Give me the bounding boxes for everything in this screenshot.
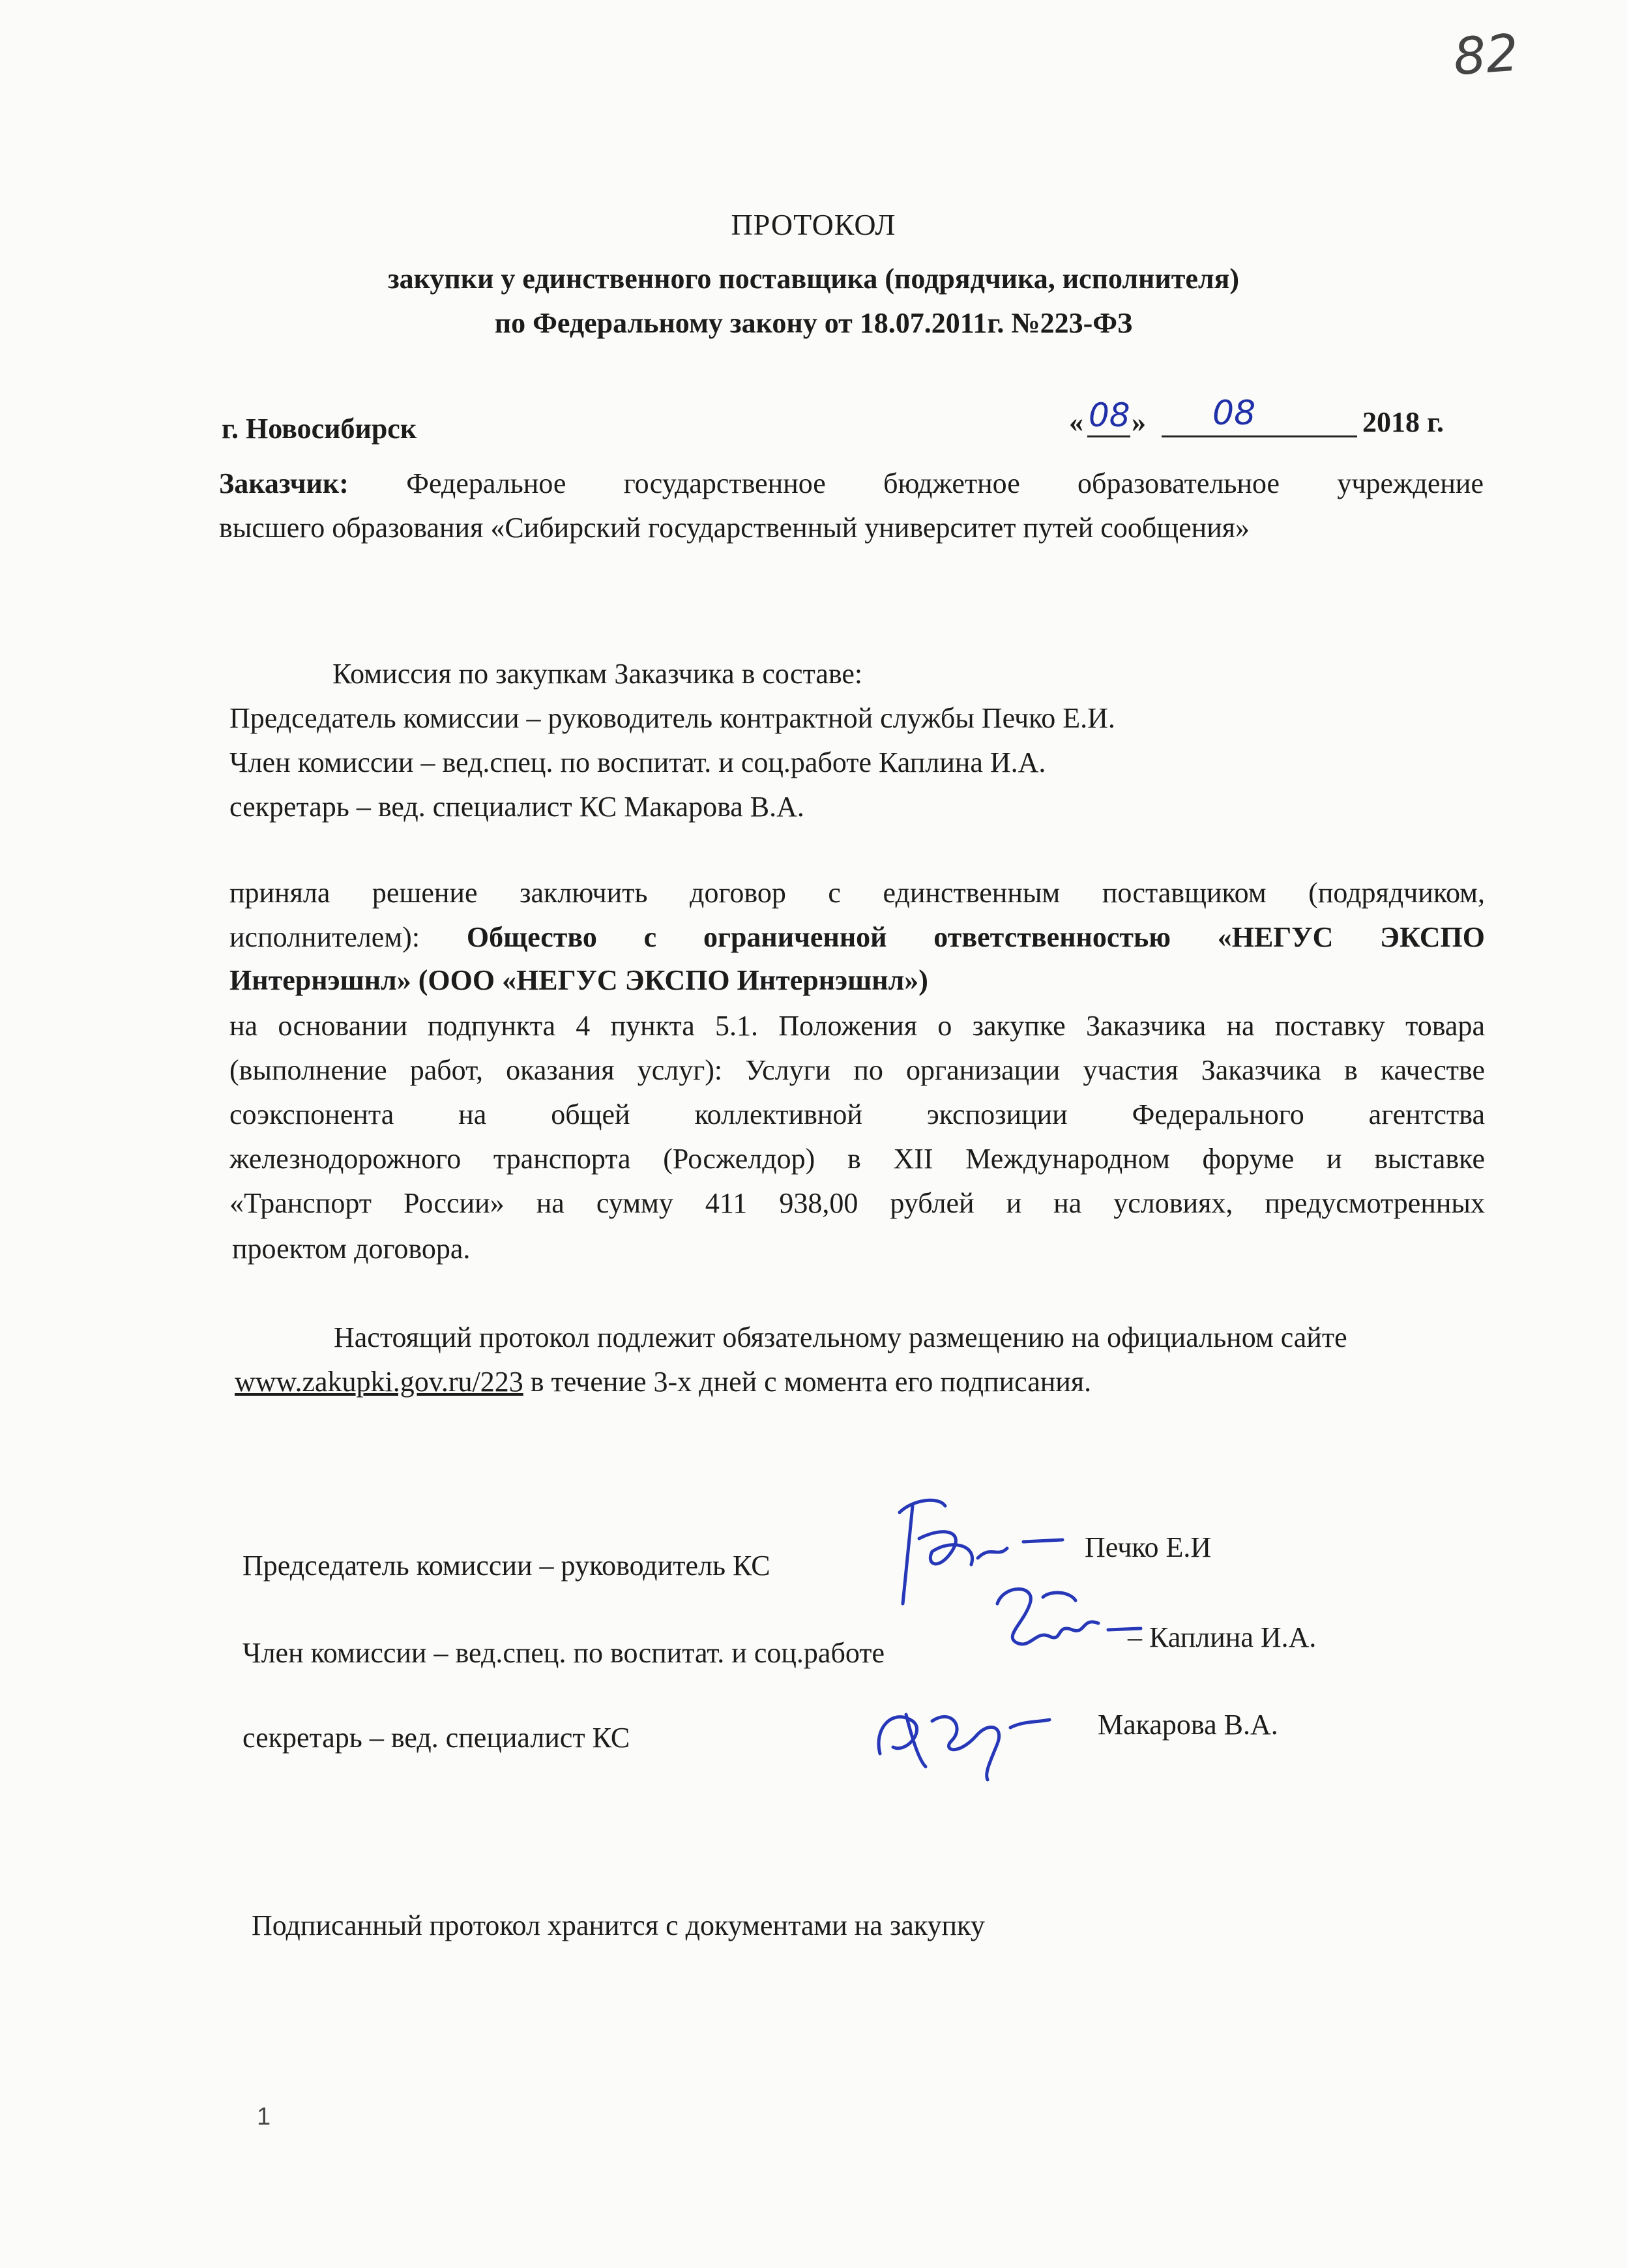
signature-role-chair: Председатель комиссии – руководитель КС — [242, 1550, 770, 1582]
date-close-quote: » — [1132, 406, 1146, 438]
signature-role-secretary: секретарь – вед. специалист КС — [242, 1722, 630, 1754]
decision-basis-line5: «Транспорт России» на сумму 411 938,00 рублей и на условиях, предусмотренных — [229, 1187, 1485, 1219]
date-year: 2018 г. — [1362, 406, 1444, 438]
publication-line2-rest: в течение 3-х дней с момента его подписания. — [523, 1366, 1092, 1398]
customer-line2: высшего образования «Сибирский государственный университет путей сообщения» — [219, 512, 1250, 544]
zakupki-link[interactable]: www.zakupki.gov.ru/223 — [235, 1366, 523, 1398]
decision-supplier-name: Общество с ограниченной ответственностью «НЕГУС ЭКСПО — [466, 921, 1485, 953]
publication-line2 — [235, 1360, 1091, 1404]
date-month-handwritten: 08 — [1212, 394, 1256, 433]
signature-role-member: Член комиссии – вед.спец. по воспитат. и соц.работе — [242, 1637, 885, 1669]
decision-basis-line3: соэкспонента на общей коллективной экспозиции Федерального агентства — [229, 1098, 1485, 1130]
decision-basis-line4: железнодорожного транспорта (Росжелдор) в XII Международном форуме и выставке — [229, 1143, 1485, 1175]
customer-line1 — [219, 462, 1484, 506]
date-day-underline — [1087, 435, 1130, 437]
decision-line1: приняла решение заключить договор с единственным поставщиком (подрядчиком, — [229, 877, 1485, 909]
customer-text-line1: Федеральное государственное бюджетное образовательное учреждение — [406, 467, 1484, 499]
commission-member-member: Член комиссии – вед.спец. по воспитат. и соц.работе Каплина И.А. — [229, 746, 1046, 778]
date-line — [1069, 394, 1467, 443]
document-subtitle-line2: по Федеральному закону от 18.07.2011г. №223-ФЗ — [494, 307, 1133, 339]
customer-label: Заказчик: — [219, 467, 349, 499]
decision-basis-line1: на основании подпункта 4 пункта 5.1. Положения о закупке Заказчика на поставку товара — [229, 1010, 1485, 1042]
document-title: ПРОТОКОЛ — [731, 208, 896, 241]
signature-secretary — [854, 1682, 1056, 1786]
signature-name-secretary: Макарова В.А. — [1098, 1709, 1278, 1741]
document-subtitle-line1: закупки у единственного поставщика (подрядчика, исполнителя) — [387, 263, 1240, 295]
decision-line2-plain: исполнителем): — [229, 921, 420, 953]
date-month-underline — [1162, 435, 1357, 437]
handwritten-page-mark: 82 — [1451, 23, 1521, 87]
page-number: 1 — [257, 2103, 271, 2130]
signature-member — [978, 1565, 1147, 1682]
date-open-quote: « — [1069, 406, 1083, 438]
decision-supplier-short: Интернэшнл» (ООО «НЕГУС ЭКСПО Интернэшнл») — [229, 964, 928, 996]
date-day-handwritten: 08 — [1089, 396, 1130, 434]
decision-basis-last-line: проектом договора. — [232, 1233, 471, 1265]
commission-intro: Комиссия по закупкам Заказчика в составе: — [332, 658, 863, 690]
decision-basis-line2: (выполнение работ, оказания услуг): Услуги по организации участия Заказчика в качестве — [229, 1054, 1485, 1086]
decision-line2 — [229, 915, 1485, 960]
city-label: г. Новосибирск — [222, 413, 417, 445]
commission-member-chair: Председатель комиссии – руководитель контрактной службы Печко Е.И. — [229, 702, 1115, 734]
signature-name-chair: Печко Е.И — [1085, 1531, 1212, 1563]
footer-note: Подписанный протокол хранится с документами на закупку — [252, 1909, 985, 1941]
commission-member-secretary: секретарь – вед. специалист КС Макарова В.А. — [229, 791, 804, 823]
publication-line1: Настоящий протокол подлежит обязательному размещению на официальном сайте — [334, 1321, 1347, 1353]
signature-name-member: – Каплина И.А. — [1128, 1621, 1317, 1653]
